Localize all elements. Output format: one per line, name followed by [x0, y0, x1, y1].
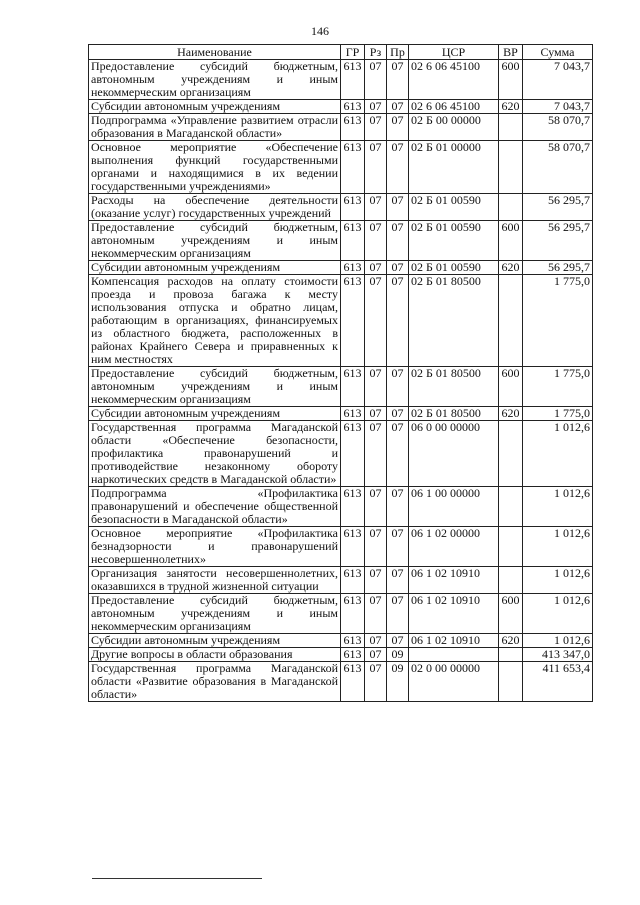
cell-rz: 07 [365, 407, 387, 421]
cell-gr: 613 [341, 594, 365, 634]
header-gr: ГР [341, 45, 365, 60]
cell-vr: 600 [499, 221, 523, 261]
cell-sum: 1 012,6 [523, 527, 593, 567]
cell-gr: 613 [341, 60, 365, 100]
cell-rz: 07 [365, 141, 387, 194]
cell-csr: 02 Б 01 80500 [409, 407, 499, 421]
cell-name: Субсидии автономным учреждениям [89, 407, 341, 421]
table-row [89, 367, 593, 407]
cell-rz: 07 [365, 60, 387, 100]
cell-pr: 07 [387, 221, 409, 261]
cell-pr: 07 [387, 60, 409, 100]
cell-name: Субсидии автономным учреждениям [89, 261, 341, 275]
cell-rz: 07 [365, 634, 387, 648]
cell-csr: 02 Б 01 00590 [409, 194, 499, 221]
cell-csr: 02 Б 01 80500 [409, 367, 499, 407]
cell-gr: 613 [341, 407, 365, 421]
cell-vr: 600 [499, 367, 523, 407]
cell-sum: 1 012,6 [523, 421, 593, 487]
cell-csr: 06 1 02 10910 [409, 567, 499, 594]
cell-rz: 07 [365, 527, 387, 567]
table-row [89, 662, 593, 702]
table-row [89, 275, 593, 367]
cell-pr: 07 [387, 194, 409, 221]
table-row [89, 261, 593, 275]
cell-vr: 620 [499, 407, 523, 421]
cell-rz: 07 [365, 194, 387, 221]
cell-csr [409, 648, 499, 662]
cell-pr: 07 [387, 275, 409, 367]
cell-csr: 06 1 02 10910 [409, 594, 499, 634]
cell-gr: 613 [341, 662, 365, 702]
cell-csr: 02 Б 01 00590 [409, 261, 499, 275]
table-row [89, 421, 593, 487]
cell-sum: 1 012,6 [523, 594, 593, 634]
cell-rz: 07 [365, 487, 387, 527]
cell-sum: 1 012,6 [523, 634, 593, 648]
cell-pr: 07 [387, 567, 409, 594]
table-row [89, 114, 593, 141]
cell-gr: 613 [341, 275, 365, 367]
cell-gr: 613 [341, 194, 365, 221]
budget-table [88, 44, 593, 702]
table-row [89, 527, 593, 567]
header-rz: Рз [365, 45, 387, 60]
cell-csr: 06 1 02 10910 [409, 634, 499, 648]
cell-csr: 02 6 06 45100 [409, 60, 499, 100]
cell-csr: 02 Б 01 80500 [409, 275, 499, 367]
cell-pr: 07 [387, 141, 409, 194]
table-row [89, 594, 593, 634]
cell-pr: 07 [387, 594, 409, 634]
table-row [89, 487, 593, 527]
cell-sum: 56 295,7 [523, 221, 593, 261]
header-sum: Сумма [523, 45, 593, 60]
cell-name: Предоставление субсидий бюджетным, автономным учреждениям и иным некоммерческим организациям [89, 221, 341, 261]
cell-rz: 07 [365, 567, 387, 594]
cell-rz: 07 [365, 421, 387, 487]
cell-name: Другие вопросы в области образования [89, 648, 341, 662]
cell-name: Компенсация расходов на оплату стоимости проезда и провоза багажа к месту использования отпуска и обратно лицам, работающим в организациях, финансируемых из областного бюджета, расположенных в районах Крайнего Севера и приравненных к ним местностях [89, 275, 341, 367]
cell-csr: 02 Б 00 00000 [409, 114, 499, 141]
cell-vr [499, 567, 523, 594]
cell-sum: 7 043,7 [523, 100, 593, 114]
cell-pr: 07 [387, 421, 409, 487]
cell-vr: 620 [499, 261, 523, 275]
cell-vr [499, 527, 523, 567]
cell-rz: 07 [365, 275, 387, 367]
cell-pr: 07 [387, 114, 409, 141]
table-row [89, 194, 593, 221]
cell-vr [499, 194, 523, 221]
table-row [89, 648, 593, 662]
table-row [89, 567, 593, 594]
cell-sum: 1 775,0 [523, 367, 593, 407]
cell-name: Предоставление субсидий бюджетным, автономным учреждениям и иным некоммерческим организациям [89, 594, 341, 634]
cell-name: Организация занятости несовершеннолетних, оказавшихся в трудной жизненной ситуации [89, 567, 341, 594]
cell-name: Субсидии автономным учреждениям [89, 100, 341, 114]
cell-rz: 07 [365, 100, 387, 114]
cell-name: Расходы на обеспечение деятельности (оказание услуг) государственных учреждений [89, 194, 341, 221]
cell-rz: 07 [365, 662, 387, 702]
cell-rz: 07 [365, 221, 387, 261]
cell-name: Предоставление субсидий бюджетным, автономным учреждениям и иным некоммерческим организациям [89, 367, 341, 407]
cell-gr: 613 [341, 648, 365, 662]
cell-vr: 620 [499, 100, 523, 114]
cell-vr [499, 275, 523, 367]
cell-rz: 07 [365, 114, 387, 141]
cell-rz: 07 [365, 261, 387, 275]
cell-vr [499, 648, 523, 662]
cell-gr: 613 [341, 367, 365, 407]
cell-sum: 413 347,0 [523, 648, 593, 662]
cell-name: Подпрограмма «Управление развитием отрасли образования в Магаданской области» [89, 114, 341, 141]
cell-pr: 07 [387, 527, 409, 567]
cell-name: Основное мероприятие «Обеспечение выполнения функций государственными органами и находящимися в их ведении государственными учреждениями» [89, 141, 341, 194]
cell-name: Государственная программа Магаданской области «Обеспечение безопасности, профилактика правонарушений и противодействие незаконному обороту наркотических средств в Магаданской области» [89, 421, 341, 487]
cell-gr: 613 [341, 221, 365, 261]
cell-gr: 613 [341, 634, 365, 648]
table-row [89, 221, 593, 261]
cell-name: Подпрограмма «Профилактика правонарушений и обеспечение общественной безопасности в Магаданской области» [89, 487, 341, 527]
cell-sum: 1 012,6 [523, 487, 593, 527]
cell-csr: 02 0 00 00000 [409, 662, 499, 702]
cell-pr: 07 [387, 100, 409, 114]
table-body [89, 60, 593, 702]
cell-gr: 613 [341, 421, 365, 487]
cell-csr: 06 0 00 00000 [409, 421, 499, 487]
cell-sum: 58 070,7 [523, 141, 593, 194]
header-csr: ЦСР [409, 45, 499, 60]
cell-name: Предоставление субсидий бюджетным, автономным учреждениям и иным некоммерческим организациям [89, 60, 341, 100]
cell-pr: 07 [387, 367, 409, 407]
cell-gr: 613 [341, 141, 365, 194]
cell-pr: 09 [387, 662, 409, 702]
cell-csr: 02 Б 01 00590 [409, 221, 499, 261]
table-header-row [89, 45, 593, 60]
cell-vr [499, 487, 523, 527]
cell-csr: 02 6 06 45100 [409, 100, 499, 114]
cell-vr: 620 [499, 634, 523, 648]
cell-vr [499, 114, 523, 141]
table-row [89, 60, 593, 100]
cell-sum: 1 775,0 [523, 275, 593, 367]
cell-gr: 613 [341, 100, 365, 114]
table-row [89, 100, 593, 114]
cell-sum: 56 295,7 [523, 194, 593, 221]
cell-gr: 613 [341, 261, 365, 275]
cell-vr [499, 141, 523, 194]
cell-pr: 07 [387, 487, 409, 527]
cell-csr: 02 Б 01 00000 [409, 141, 499, 194]
cell-sum: 7 043,7 [523, 60, 593, 100]
table-row [89, 141, 593, 194]
cell-rz: 07 [365, 648, 387, 662]
cell-name: Государственная программа Магаданской области «Развитие образования в Магаданской области» [89, 662, 341, 702]
cell-gr: 613 [341, 114, 365, 141]
cell-gr: 613 [341, 567, 365, 594]
header-pr: Пр [387, 45, 409, 60]
table-row [89, 407, 593, 421]
cell-gr: 613 [341, 487, 365, 527]
cell-vr: 600 [499, 594, 523, 634]
cell-pr: 07 [387, 634, 409, 648]
footer-rule [92, 878, 262, 879]
cell-vr [499, 662, 523, 702]
cell-csr: 06 1 02 00000 [409, 527, 499, 567]
cell-sum: 411 653,4 [523, 662, 593, 702]
header-vr: ВР [499, 45, 523, 60]
cell-vr [499, 421, 523, 487]
cell-sum: 56 295,7 [523, 261, 593, 275]
cell-sum: 58 070,7 [523, 114, 593, 141]
cell-name: Субсидии автономным учреждениям [89, 634, 341, 648]
cell-gr: 613 [341, 527, 365, 567]
cell-csr: 06 1 00 00000 [409, 487, 499, 527]
cell-pr: 07 [387, 407, 409, 421]
table-row [89, 634, 593, 648]
cell-sum: 1 012,6 [523, 567, 593, 594]
cell-rz: 07 [365, 594, 387, 634]
header-name: Наименование [89, 45, 341, 60]
cell-pr: 07 [387, 261, 409, 275]
cell-sum: 1 775,0 [523, 407, 593, 421]
cell-name: Основное мероприятие «Профилактика безнадзорности и правонарушений несовершеннолетних» [89, 527, 341, 567]
cell-vr: 600 [499, 60, 523, 100]
page-number: 146 [311, 24, 329, 38]
cell-pr: 09 [387, 648, 409, 662]
cell-rz: 07 [365, 367, 387, 407]
